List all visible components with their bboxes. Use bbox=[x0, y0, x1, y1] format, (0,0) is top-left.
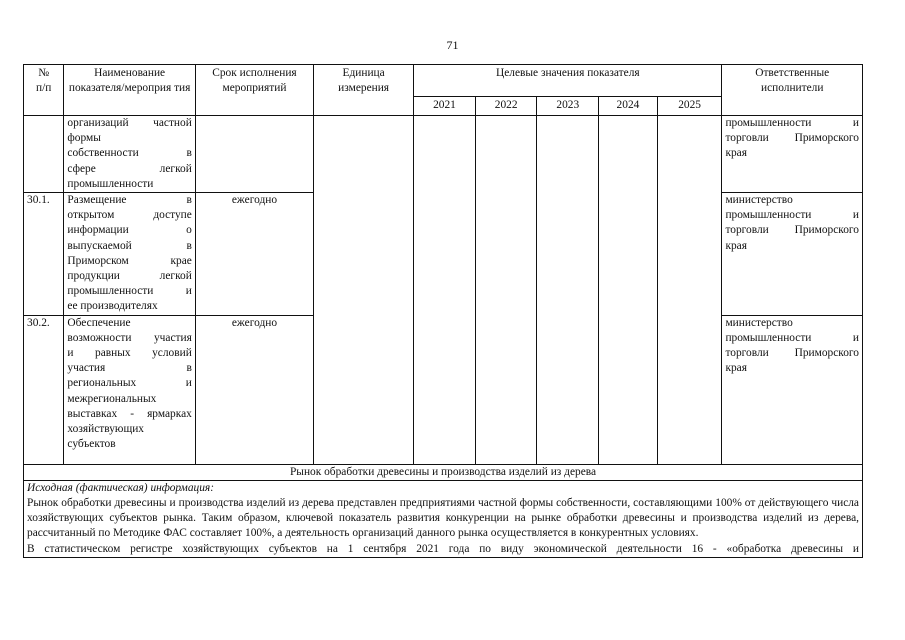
name-line: выпускаемой в bbox=[67, 239, 192, 252]
resp-line: торговли Приморского bbox=[725, 224, 859, 237]
info-label: Исходная (фактическая) информация: bbox=[27, 481, 214, 494]
name-line: открытом доступе bbox=[67, 209, 192, 222]
row-unit bbox=[314, 116, 414, 465]
row-responsible bbox=[722, 116, 863, 193]
row-2022 bbox=[475, 116, 537, 465]
row-term: ежегодно bbox=[195, 315, 313, 464]
name-line: организаций частной bbox=[67, 117, 192, 129]
row-term bbox=[195, 193, 313, 316]
name-line: выставках - ярмарках bbox=[67, 407, 192, 420]
resp-line: промышленности и bbox=[725, 209, 859, 222]
row-name bbox=[64, 315, 195, 464]
resp-line: края bbox=[725, 147, 747, 160]
name-line: Приморском крае bbox=[67, 254, 192, 267]
resp-line: промышленности и bbox=[725, 331, 859, 344]
header-name: Наименование показателя/мероприя тия bbox=[64, 65, 195, 116]
resp-line: торговли Приморского bbox=[725, 347, 859, 360]
resp-line: министерство bbox=[725, 316, 793, 329]
resp-line: промышленности и bbox=[725, 117, 859, 129]
row-name bbox=[64, 193, 195, 316]
header-year-2025: 2025 bbox=[657, 97, 722, 116]
indicator-table bbox=[23, 64, 863, 558]
row-responsible bbox=[722, 315, 863, 464]
header-unit: Единица измерения bbox=[314, 65, 414, 116]
name-line: продукции легкой bbox=[67, 270, 192, 283]
row-2021 bbox=[414, 116, 476, 465]
resp-line: края bbox=[725, 239, 747, 252]
name-line: Размещение в bbox=[67, 194, 192, 207]
name-line: формы bbox=[67, 132, 101, 145]
table-row bbox=[24, 116, 863, 193]
row-2024 bbox=[599, 116, 658, 465]
row-num bbox=[24, 116, 64, 193]
name-line: собственности в bbox=[67, 147, 192, 160]
name-line: участия в bbox=[67, 362, 192, 375]
name-line: промышленности bbox=[67, 177, 154, 190]
section-title: Рынок обработки древесины и производства изделий из дерева bbox=[24, 464, 863, 480]
row-term bbox=[195, 116, 313, 193]
resp-line: министерство bbox=[725, 194, 793, 207]
name-line: региональных и bbox=[67, 377, 192, 390]
info-paragraph-2: В статистическом регистре хозяйствующих субъектов на 1 сентября 2021 года по виду экономической деятельности 16 - «обработка древесины и bbox=[27, 542, 859, 555]
header-year-2021: 2021 bbox=[414, 97, 476, 116]
name-line: промышленности и bbox=[67, 285, 192, 298]
header-year-2022: 2022 bbox=[475, 97, 537, 116]
header-target: Целевые значения показателя bbox=[414, 65, 722, 97]
name-line: и равных условий bbox=[67, 347, 192, 360]
term-text: ежегодно bbox=[231, 194, 278, 207]
info-cell bbox=[24, 480, 863, 557]
name-line: Обеспечение bbox=[67, 316, 131, 329]
resp-line: края bbox=[725, 362, 747, 375]
name-line: возможности участия bbox=[67, 331, 192, 344]
resp-line: торговли Приморского bbox=[725, 132, 859, 145]
name-line: ее производителях bbox=[67, 300, 158, 313]
header-year-2023: 2023 bbox=[537, 97, 599, 116]
name-line: информации о bbox=[67, 224, 192, 237]
header-responsible: Ответственные исполнители bbox=[722, 65, 863, 116]
header-row bbox=[24, 65, 863, 97]
header-year-2024: 2024 bbox=[599, 97, 658, 116]
info-paragraph-1: Рынок обработки древесины и производства изделий из дерева представлен предприятиями частной формы собственности, составляющими 100% от действующего числа хозяйствующих субъектов рынка. Таким образом, ключевой показатель развития конкуренции на рынке обработки древесины и производства изделий из дерева, рассчитанный по Методике ФАС составляет 100%, а деятельность организаций данного рынка осуществляется в конкурентных условиях. bbox=[27, 497, 859, 540]
name-line: межрегиональных bbox=[67, 392, 157, 405]
section-title-row bbox=[24, 464, 863, 480]
row-responsible bbox=[722, 193, 863, 316]
name-line: сфере легкой bbox=[67, 162, 192, 175]
header-num: № п/п bbox=[24, 65, 64, 116]
row-name bbox=[64, 116, 195, 193]
header-term: Срок исполнения мероприятий bbox=[195, 65, 313, 116]
page-number: 71 bbox=[446, 38, 459, 52]
row-2023 bbox=[537, 116, 599, 465]
name-line: субъектов bbox=[67, 438, 116, 451]
name-line: хозяйствующих bbox=[67, 423, 145, 436]
info-row bbox=[24, 480, 863, 557]
row-num: 30.1. bbox=[24, 193, 64, 316]
row-num: 30.2. bbox=[24, 315, 64, 464]
row-2025 bbox=[657, 116, 722, 465]
